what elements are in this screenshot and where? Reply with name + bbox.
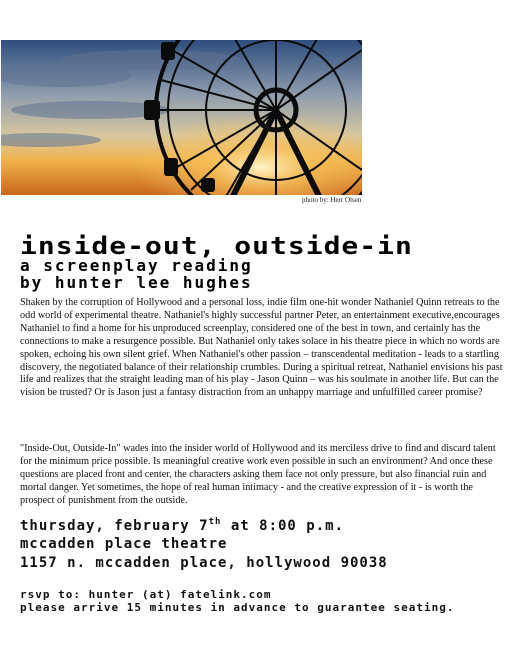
event-date-suffix: th (208, 517, 222, 527)
ferris-wheel-photo (1, 40, 362, 195)
event-date (20, 518, 344, 534)
arrival-note: please arrive 15 minutes in advance to guarantee seating. (20, 601, 455, 614)
photo-credit: photo by: Herr Olsen (302, 196, 362, 204)
synopsis-paragraph-2: "Inside-Out, Outside-In" wades into the insider world of Hollywood and its merciless drive to find and discard talent for the minimum price possible. Is meaningful creative work even possible in such an environment? And once these questions are placed front and center, the characters asking them face not only pressure, but also financial ruin and mortal danger. Yet sometimes, the hope of real human intimacy - and the creative expression of it - is worth the prospect of punishment from the outside. (20, 443, 496, 506)
event-date-time: at 8:00 p.m. (221, 518, 344, 534)
rsvp-contact: rsvp to: hunter (at) fatelink.com (20, 588, 272, 601)
event-address: 1157 n. mccadden place, hollywood 90038 (20, 555, 388, 571)
subtitle-author: by hunter lee hughes (20, 273, 253, 292)
synopsis-paragraph-1: Shaken by the corruption of Hollywood and a personal loss, indie film one-hit wonder Nathaniel Quinn retreats to the odd world of experimental theatre. Nathaniel's highly successful partner Peter, an entertainment executive,encourages Nathaniel to find a home for his unproduced screenplay, considered one of the best in town, and certainly has the connections to make a resurgence possible. But Nathaniel only takes solace in his theatre piece in which no words are spoken, echoing his own silent grief. When Nathaniel's other passion – transcendental meditation - leads to a startling discovery, the negotiated balance of their relationship crumbles. During a spiritual retreat, Nathaniel envisions his past life and realizes that the straight leading man of his play - Jason Quinn – was his soulmate in another life. But can the vision be trusted? Or is Jason just a fantasy distraction from an unhappy marriage and unfulfilled career promise? (20, 297, 503, 399)
page-title: inside-out, outside-in (20, 232, 413, 261)
event-date-day: thursday, february 7 (20, 518, 209, 534)
subtitle-screenplay-reading: a screenplay reading (20, 256, 253, 275)
event-venue: mccadden place theatre (20, 536, 228, 552)
ferris-wheel-sunset-image (1, 40, 362, 195)
